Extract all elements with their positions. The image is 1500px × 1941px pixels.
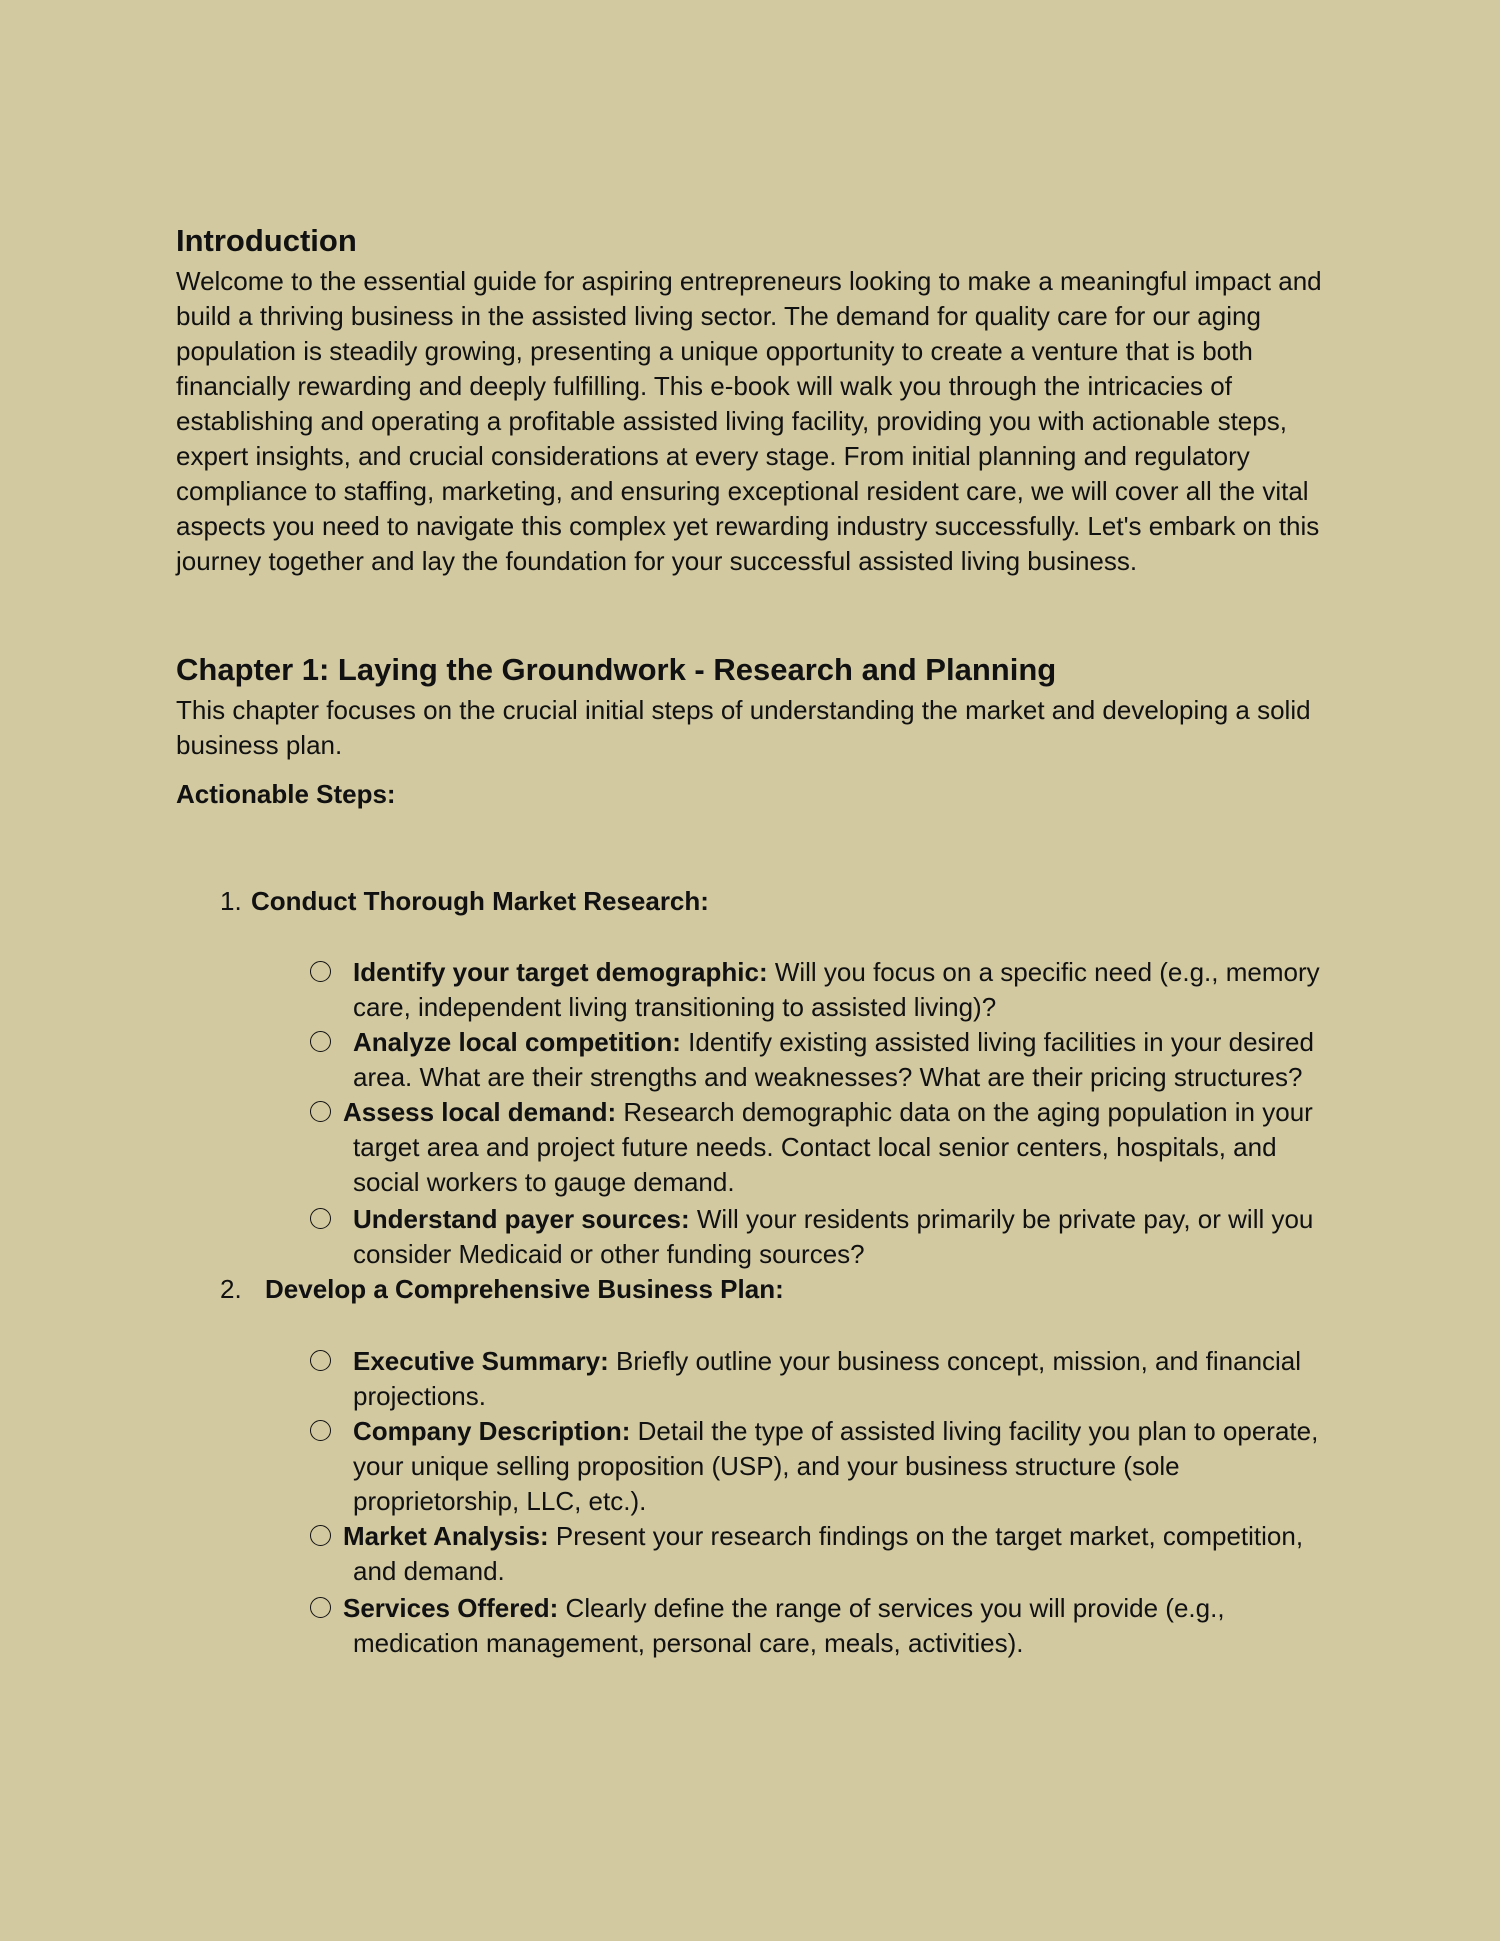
list-item: [176, 1202, 1336, 1272]
list-item: [176, 955, 1336, 1025]
circle-bullet-icon: [310, 1031, 331, 1052]
sub-list: [176, 1344, 1336, 1661]
item-lead: Identify your target demographic:: [353, 957, 768, 987]
list-item: [176, 1519, 1336, 1589]
item-text: Will you focus on a specific need (e.g., memory care, independent living transitioning to assisted living)?: [353, 957, 1320, 1022]
list-item: [176, 1344, 1336, 1414]
step-number: 1.: [220, 886, 242, 916]
list-item: [176, 1095, 1336, 1200]
intro-paragraph: Welcome to the essential guide for aspiring entrepreneurs looking to make a meaningful impact and build a thriving business in the assisted living sector. The demand for quality care for our aging population is steadily growing, presenting a unique opportunity to create a venture that is both financially rewarding and deeply fulfilling. This e-book will walk you through the intricacies of establishing and operating a profitable assisted living facility, providing you with actionable steps, expert insights, and crucial considerations at every stage. From initial planning and regulatory compliance to staffing, marketing, and ensuring exceptional resident care, we will cover all the vital aspects you need to navigate this complex yet rewarding industry successfully. Let's embark on this journey together and lay the foundation for your successful assisted living business.: [176, 266, 1322, 576]
item-lead: Market Analysis:: [343, 1521, 549, 1551]
item-text: Briefly outline your business concept, mission, and financial projections.: [353, 1346, 1302, 1411]
circle-bullet-icon: [310, 1350, 331, 1371]
circle-bullet-icon: [310, 1525, 331, 1546]
step-item: [176, 884, 1336, 919]
item-lead: Understand payer sources:: [353, 1204, 690, 1234]
sub-list: [176, 955, 1336, 1272]
chapter-title: Chapter 1: Laying the Groundwork - Research and Planning: [176, 652, 1057, 687]
step-number: 2.: [220, 1274, 242, 1304]
item-lead: Executive Summary:: [353, 1346, 609, 1376]
steps-label: Actionable Steps:: [176, 779, 396, 809]
intro-heading: Introduction: [176, 223, 357, 258]
numbered-list: [176, 884, 1336, 1661]
item-lead: Analyze local competition:: [353, 1027, 681, 1057]
circle-bullet-icon: [310, 961, 331, 982]
circle-bullet-icon: [310, 1208, 331, 1229]
list-item: [176, 1025, 1336, 1095]
item-lead: Services Offered:: [343, 1593, 559, 1623]
circle-bullet-icon: [310, 1420, 331, 1441]
circle-bullet-icon: [310, 1597, 331, 1618]
step-item: [176, 1272, 1336, 1307]
item-text: Research demographic data on the aging population in your target area and project future needs. Contact local senior centers, hospitals, and social workers to gauge demand.: [353, 1097, 1313, 1197]
item-text: Present your research findings on the target market, competition, and demand.: [353, 1521, 1304, 1586]
step-title: Develop a Comprehensive Business Plan:: [265, 1274, 784, 1304]
item-lead: Assess local demand:: [343, 1097, 617, 1127]
list-item: [176, 1414, 1336, 1519]
item-text: Identify existing assisted living facilities in your desired area. What are their strengths and weaknesses? What are their pricing structures?: [353, 1027, 1314, 1092]
list-item: [176, 1591, 1336, 1661]
circle-bullet-icon: [310, 1101, 331, 1122]
item-text: Will your residents primarily be private pay, or will you consider Medicaid or other funding sources?: [353, 1204, 1314, 1269]
item-text: Detail the type of assisted living facility you plan to operate, your unique selling proposition (USP), and your business structure (sole proprietorship, LLC, etc.).: [353, 1416, 1319, 1516]
item-lead: Company Description:: [353, 1416, 631, 1446]
item-text: Clearly define the range of services you will provide (e.g., medication management, personal care, meals, activities).: [353, 1593, 1225, 1658]
chapter-intro: This chapter focuses on the crucial initial steps of understanding the market and developing a solid business plan.: [176, 695, 1311, 760]
document-page: [176, 222, 1336, 1661]
step-title: Conduct Thorough Market Research:: [251, 886, 709, 916]
